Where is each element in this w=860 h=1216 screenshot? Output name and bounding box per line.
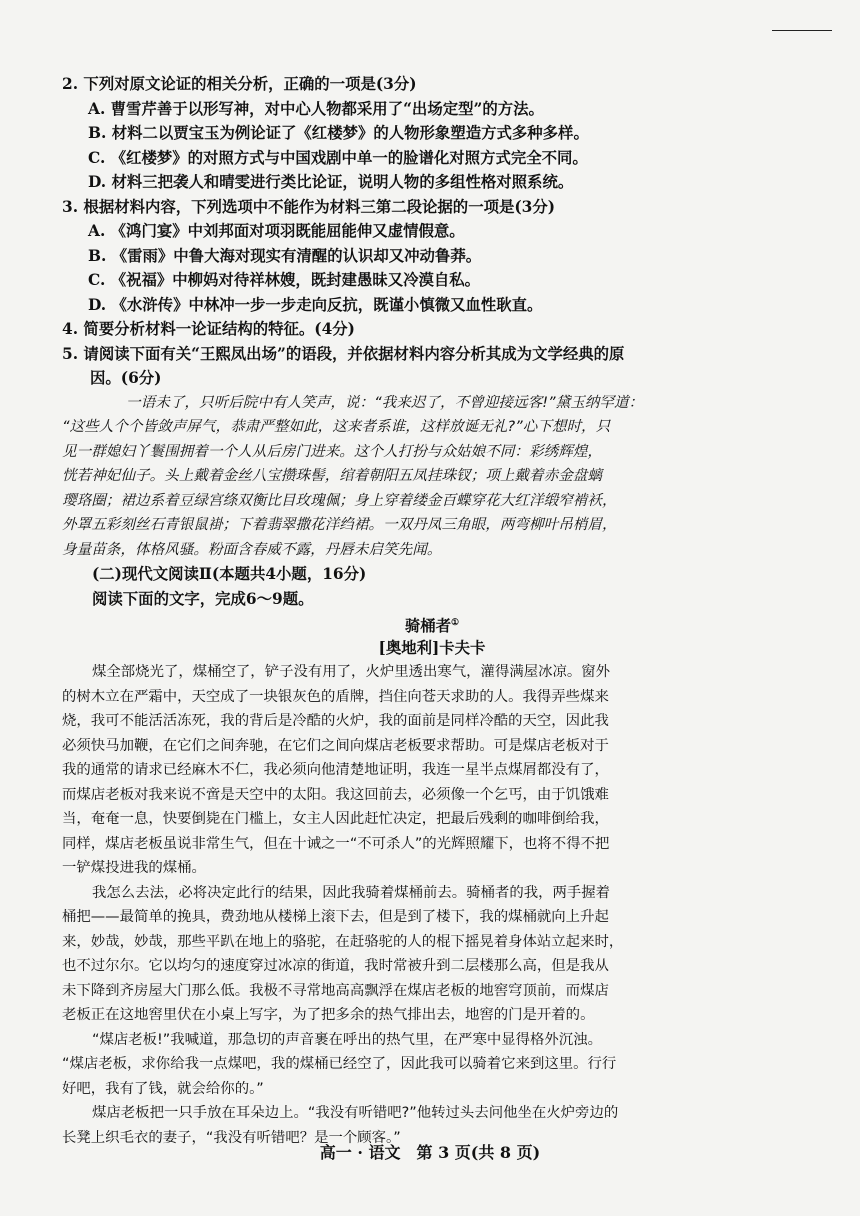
question-3-option-d: D. 《水浒传》中林冲一步一步走向反抗，既谨小慎微又血性耿直。 — [88, 295, 543, 314]
story-line: 桶把——最简单的挽具，费劲地从楼梯上滚下去，但是到了楼下，我的煤桶就向上升起 — [62, 909, 609, 925]
story-line: 而煤店老板对我来说不啻是天空中的太阳。我这回前去，必须像一个乞丐，由于饥饿难 — [62, 786, 609, 803]
story-line: 也不过尔尔。它以均匀的速度穿过冰凉的街道，我时常被升到二层楼那么高，但是我从 — [62, 958, 609, 974]
story-line: 长凳上织毛衣的妻子，“我没有听错吧？是一个顾客。” — [62, 1129, 401, 1146]
quote-line: 见一群媳妇丫鬟围拥着一个人从后房门进来。这个人打扮与众姑娘不同：彩绣辉煌， — [62, 442, 602, 460]
story-title — [62, 611, 802, 636]
story-line: 好吧，我有了钱，就会给你的。” — [62, 1080, 264, 1097]
quote-line: 一语未了，只听后院中有人笑声，说：“我来迟了，不曾迎接远客!”黛玉纳罕道： — [126, 393, 644, 411]
story-line: 烧，我可不能活活冻死，我的背后是冷酷的火炉，我的面前是同样冷酷的天空，因此我 — [62, 713, 609, 729]
page-footer: 高一 · 语文 第 3 页(共 8 页) — [319, 1143, 541, 1162]
story-line: 的树木立在严霜中，天空成了一块银灰色的盾牌，挡住向苍天求助的人。我得弄些煤来 — [62, 688, 609, 705]
quote-line: 恍若神妃仙子。头上戴着金丝八宝攒珠髻，绾着朝阳五凤挂珠钗；项上戴着赤金盘螭 — [62, 467, 602, 484]
question-3-stem: 3. 根据材料内容，下列选项中不能作为材料三第二段论据的一项是(3分) — [62, 197, 556, 216]
story-author: [奥地利]卡夫卡 — [378, 638, 486, 657]
story-title-footnote-mark: ① — [451, 618, 460, 628]
story-line: 煤全部烧光了，煤桶空了，铲子没有用了，火炉里透出寒气，灌得满屋冰凉。窗外 — [92, 664, 611, 680]
quote-line: “这些人个个皆敛声屏气，恭肃严整如此，这来者系谁，这样放诞无礼?”心下想时，只 — [62, 418, 611, 435]
quote-line: 身量苗条，体格风骚。粉面含春威不露，丹唇未启笑先闻。 — [62, 540, 442, 558]
story-line: 一铲煤投进我的煤桶。 — [62, 860, 206, 876]
story-line: 必须快马加鞭，在它们之间奔驰，在它们之间向煤店老板要求帮助。可是煤店老板对于 — [62, 737, 609, 754]
corner-crop-mark — [772, 30, 832, 31]
question-2-option-a: A. 曹雪芹善于以形写神，对中心人物都采用了“出场定型”的方法。 — [88, 99, 544, 118]
story-title-text: 骑桶者 — [404, 617, 452, 636]
story-line: 老板正在这地窖里伏在小桌上写字，为了把多余的热气排出去，地窖的门是开着的。 — [62, 1007, 595, 1023]
question-5-line-2: 因。(6分) — [90, 369, 162, 387]
story-line: 我的通常的请求已经麻木不仁，我必须向他清楚地证明，我连一星半点煤屑都没有了， — [62, 762, 609, 778]
question-2-stem: 2. 下列对原文论证的相关分析，正确的一项是(3分) — [62, 75, 417, 93]
question-2-option-d: D. 材料三把袭人和晴雯进行类比论证，说明人物的多组性格对照系统。 — [88, 173, 574, 191]
story-line: 当，奄奄一息，快要倒毙在门槛上，女主人因此赶忙决定，把最后残剩的咖啡倒给我， — [62, 811, 609, 827]
section-instruction: 阅读下面的文字，完成6～9题。 — [92, 589, 314, 608]
section-heading: (二)现代文阅读Ⅱ(本题共4小题，16分) — [92, 565, 367, 583]
question-2-option-b: B. 材料二以贾宝玉为例论证了《红楼梦》的人物形象塑造方式多种多样。 — [88, 124, 589, 142]
story-line: 未下降到齐房屋大门那么低。我极不寻常地高高飘浮在煤店老板的地窖穹顶前，而煤店 — [62, 982, 609, 999]
story-passage — [62, 660, 802, 1150]
question-3-option-b: B. 《雷雨》中鲁大海对现实有清醒的认识却又冲动鲁莽。 — [88, 246, 482, 265]
question-3-option-a: A. 《鸿门宴》中刘邦面对项羽既能屈能伸又虚情假意。 — [88, 222, 465, 240]
quote-line: 外罩五彩刻丝石青银鼠褂；下着翡翠撒花洋绉裙。一双丹凤三角眼，两弯柳叶吊梢眉， — [62, 516, 617, 533]
question-3-option-c: C. 《祝福》中柳妈对待祥林嫂，既封建愚昧又冷漠自私。 — [88, 271, 481, 289]
quote-line: 璎珞圈；裙边系着豆绿宫绦双衡比目玫瑰佩；身上穿着缕金百蝶穿花大红洋缎窄褃袄， — [62, 491, 617, 509]
story-line: 煤店老板把一只手放在耳朵边上。“我没有听错吧?”他转过头去问他坐在火炉旁边的 — [92, 1105, 619, 1121]
question-4: 4. 简要分析材料一论证结构的特征。(4分) — [62, 320, 355, 338]
story-line: 来，妙哉，妙哉，那些平趴在地上的骆驼，在赶骆驼的人的棍下摇晃着身体站立起来时， — [62, 933, 624, 950]
story-line: 我怎么去法，必将决定此行的结果，因此我骑着煤桶前去。骑桶者的我，两手握着 — [92, 884, 611, 901]
page-content — [62, 72, 802, 1150]
story-line: “煤店老板，求你给我一点煤吧，我的煤桶已经空了，因此我可以骑着它来到这里。行行 — [62, 1056, 617, 1072]
story-line: “煤店老板!”我喊道，那急切的声音裹在呼出的热气里，在严寒中显得格外沉浊。 — [92, 1031, 602, 1048]
story-line: 同样，煤店老板虽说非常生气，但在十诫之一“不可杀人”的光辉照耀下，也将不得不把 — [62, 835, 610, 852]
quote-passage — [62, 391, 802, 563]
question-2-option-c: C. 《红楼梦》的对照方式与中国戏剧中单一的脸谱化对照方式完全不同。 — [88, 148, 588, 167]
question-5-line-1: 5. 请阅读下面有关“王熙凤出场”的语段，并依据材料内容分析其成为文学经典的原 — [62, 344, 625, 363]
